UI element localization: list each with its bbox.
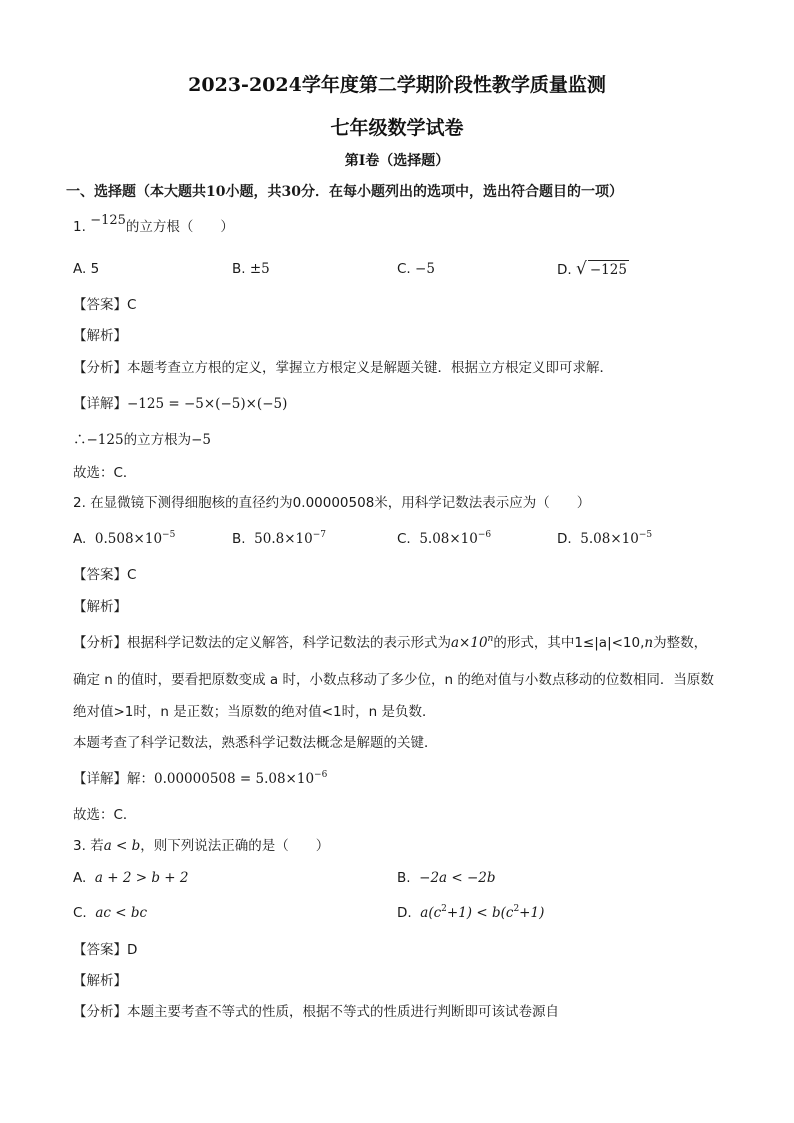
q1-answer: 【答案】C — [73, 297, 137, 313]
q1-option-d: D. √ −125 — [557, 259, 627, 279]
q2-analysis-label: 【解析】 — [73, 599, 127, 615]
q1-option-b: B. ±5 — [232, 261, 270, 277]
q1-analysis-label: 【解析】 — [73, 328, 127, 344]
q2-stem: 2. 在显微镜下测得细胞核的直径约为0.00000508米，用科学记数法表示应为（ ） — [73, 495, 591, 511]
q1-option-c: C. −5 — [397, 261, 435, 277]
q2-answer: 【答案】C — [73, 567, 137, 583]
q2-analysis-line3: 绝对值>1时，n 是正数；当原数的绝对值<1时，n 是负数． — [73, 704, 436, 720]
q3-option-c: C. ac < bc — [73, 905, 148, 921]
q3-analysis: 【分析】本题主要考查不等式的性质，根据不等式的性质进行判断即可该试卷源自 — [73, 1004, 559, 1020]
part-title: 第Ⅰ卷（选择题） — [344, 153, 450, 169]
q1-stem — [73, 213, 234, 236]
q3-option-b: B. −2a < −2b — [397, 870, 496, 886]
q1-choose: 故选：C． — [73, 465, 137, 481]
q2-analysis-line2: 确定 n 的值时，要看把原数变成 a 时，小数点移动了多少位，n 的绝对值与小数点移动的位数相同．当原数 — [73, 672, 714, 688]
q2-option-a: A. $0.508\times 10^{-5}$ — [73, 530, 176, 547]
section-heading: 一、选择题（本大题共10小题，共30分．在每小题列出的选项中，选出符合题目的一项） — [66, 184, 623, 200]
q2-choose: 故选：C． — [73, 807, 137, 823]
exam-title: 2023-2024学年度第二学期阶段性教学质量监测 — [188, 74, 606, 96]
q2-option-d: D. $5.08\times 10^{-5}$ — [557, 530, 653, 547]
q1-detail: 【详解】−125 = −5×(−5)×(−5) — [73, 396, 288, 412]
q3-option-d: D. $a(c^2+1) < b(c^2+1)$ — [397, 904, 545, 921]
q1-option-a: A. 5 — [73, 261, 100, 277]
q1-stem-text: 的立方根（ ） — [125, 219, 234, 235]
q3-option-a: A. a + 2 > b + 2 — [73, 870, 189, 886]
sqrt-icon: √ — [575, 259, 587, 279]
q3-analysis-label: 【解析】 — [73, 973, 127, 989]
q2-option-c: C. $5.08\times 10^{-6}$ — [397, 530, 492, 547]
q1-number: 1. — [73, 219, 86, 235]
q2-analysis-line4: 本题考查了科学记数法，熟悉科学记数法概念是解题的关键． — [73, 735, 438, 751]
exam-subtitle: 七年级数学试卷 — [330, 117, 464, 139]
q3-stem: 3. 若a < b，则下列说法正确的是（ ） — [73, 838, 330, 854]
q1-therefore: ∴−125的立方根为−5 — [73, 432, 211, 448]
q2-option-b: B. $50.8\times 10^{-7}$ — [232, 530, 326, 547]
q3-answer: 【答案】D — [73, 942, 138, 958]
q2-detail: 【详解】解：$0.00000508 = 5.08\times 10^{-6}$ — [73, 770, 328, 787]
q1-expr: −125 — [90, 213, 126, 228]
q2-analysis-line1: 【分析】根据科学记数法的定义解答，科学记数法的表示形式为$a\times 10^n$的形式，其中1≤|a|<10,n为整数， — [73, 634, 708, 651]
q1-analysis: 【分析】本题考查立方根的定义，掌握立方根定义是解题关键．根据立方根定义即可求解． — [73, 360, 613, 376]
